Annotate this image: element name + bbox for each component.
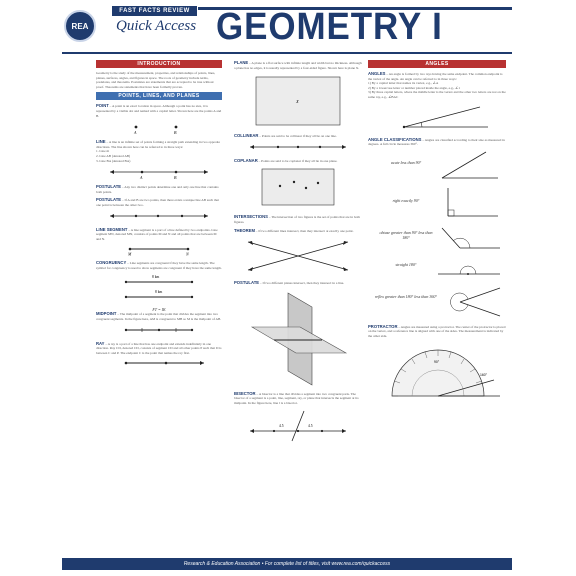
bisector-left-length: 4.5 (279, 423, 284, 428)
points-lines-planes-heading: POINTS, LINES, AND PLANES (96, 92, 222, 100)
bisector-figure (234, 409, 362, 443)
header (62, 2, 512, 54)
angles-list-item: 2) By a lowercase letter or number placed inside the angle, e.g., ∠1 (368, 85, 460, 90)
footer-bar (62, 558, 512, 570)
point-definition: POINT – A point is an exact location in space. Although a point has no size, it is represented by a visible dot and named with a capital letter. Shown here are the points A and B. (96, 103, 222, 118)
intersecting-lines-figure (234, 236, 362, 276)
acute-label: acute less than 90° (390, 159, 422, 165)
collinear-points-diagram (96, 211, 222, 223)
straight-angle-figure (368, 258, 506, 280)
segment-diagram (96, 244, 222, 256)
coplanar-definition: COPLANAR – Points are said to be coplanar if they all lie in one plane. (234, 157, 338, 163)
obtuse-angle-diagram (368, 224, 506, 254)
reflex-label: reflex greater than 180° less than 360° (374, 293, 437, 299)
line-list-item: 2. Line AB (denoted AB) (96, 153, 131, 158)
intersections-text: The intersection of two figures is the set of points that are in both figures. (234, 215, 360, 224)
acute-angle-diagram (368, 150, 506, 182)
congruency-caption: FT = IK (152, 307, 166, 313)
intersections-definition: INTERSECTIONS – The intersection of two figures is the set of points that are in both figures. (234, 214, 360, 224)
plane-postulate-definition: POSTULATE – If two different planes intersect, then they intersect in a line. (234, 280, 345, 286)
points-diagram (96, 121, 222, 135)
svg-text:A: A (134, 130, 137, 136)
svg-text:B: B (174, 175, 177, 181)
coplanar-text: Points are said to be coplanar if they all lie in one plane. (261, 158, 338, 163)
obtuse-angle-figure (368, 224, 506, 254)
postulate2-term: POSTULATE (96, 197, 122, 203)
introduction-heading: INTRODUCTION (96, 60, 222, 68)
plane-diagram (234, 73, 362, 129)
right-label: right exactly 90° (392, 197, 420, 203)
angles-term: ANGLES (368, 71, 386, 76)
line-term: LINE (96, 139, 106, 145)
intersecting-planes-diagram (234, 289, 362, 387)
line-list-item: 3. Line BA (denoted BA) (96, 158, 131, 163)
plane-postulate-term: POSTULATE (234, 280, 260, 286)
introduction-text: Geometry is the study of the measurement, properties, and relationships of points, lines, planes, surfaces, angles, and figures in space. The roots of geometry include terms, postulates, and theorems. Postulates are statements that are accepted to be true without proof. Theorems are statements that have been formally proven. (96, 71, 216, 89)
intersections-term: INTERSECTIONS (234, 214, 268, 220)
straight-angle-diagram (368, 258, 506, 280)
midpoint-term: MIDPOINT (96, 311, 117, 317)
bisector-term: BISECTOR (234, 390, 256, 396)
coplanar-term: COPLANAR (234, 157, 258, 163)
ray-term: RAY (96, 340, 105, 346)
publisher-logo: REA (64, 10, 96, 42)
line-text: A line is an infinite set of points forming a straight path extending in two opposite directions. The line shown here can be referred to in three ways: (96, 140, 220, 149)
bisector-text: A bisector is a line that divides a segment into two congruent parts. The bisector of a segment is a point, line, segment, ray, or plane that intersects the segment at its midpoint. In the figure here, line l is a bisector. (234, 391, 359, 405)
svg-text:A: A (140, 175, 143, 181)
postulate2-definition: POSTULATE – If A and B are two points, then there exists a unique line AB such that one point is between the other two. (96, 197, 219, 207)
classifications-term: ANGLE CLASSIFICATIONS (368, 136, 422, 142)
ray-definition: RAY – A ray is a part of a line that has one endpoint and extends indefinitely in one direction. Ray CD, denoted CD, consists of segment CD and all other points P such that D is between C and P. The endpoint C is the point that names the ray first. (96, 340, 222, 355)
column-2 (234, 60, 362, 447)
protractor-text: Angles are measured using a protractor. The center of the protractor is placed on the vertex, and a reference line is aligned with one of the sides. The measurement is indicated by the other side. (368, 324, 506, 338)
right-angle-diagram (368, 186, 506, 220)
point-text: A point is an exact location in space. Although a point has no size, it is represented by a visible dot and named with a capital letter. Shown here are the points A and B. (96, 104, 222, 118)
theorem-definition: THEOREM – If two different lines intersect, then they intersect at exactly one point. (234, 227, 354, 233)
svg-text:B: B (174, 130, 177, 136)
classifications-definition: ANGLE CLASSIFICATIONS – Angles are classified according to their size as measured in degrees. A full circle measures 360°. (368, 136, 505, 147)
intersecting-lines-diagram (234, 236, 362, 276)
congruency-text: Line segments are congruent if they have the same length. The symbol for congruency is used to show segments are congruent if they have the same length. (96, 261, 222, 270)
protractor-definition: PROTRACTOR – Angles are measured using a protractor. The center of the protractor is placed on the vertex, and a reference line is aligned with one of the sides. The measurement is indicated by the other side. (368, 323, 506, 338)
angles-heading: ANGLES (368, 60, 506, 68)
plane-text: A plane is a flat surface with infinite length and width but no thickness. Although a plane has no edges, it is usually represented by a four-sided figure. Shown here is plane X. (234, 61, 362, 70)
segment-term: LINE SEGMENT (96, 226, 128, 232)
congruency-figure (96, 273, 222, 313)
column-3 (368, 60, 506, 404)
line-diagram (96, 166, 222, 180)
theorem-text: If two different lines intersect, then they intersect at exactly one point. (258, 228, 354, 233)
protractor-reading: 90° (434, 359, 440, 364)
plane-definition: PLANE – A plane is a flat surface with infinite length and width but no thickness. Although a plane has no edges, it is usually represented by a four-sided figure. Shown here is plane X. (234, 60, 362, 70)
reference-sheet (62, 0, 512, 576)
straight-label: straight 180° (395, 261, 417, 267)
point-figure (96, 121, 222, 135)
header-divider (62, 52, 512, 54)
acute-angle-figure (368, 150, 506, 182)
segment-definition: LINE SEGMENT – A line segment is a part of a line defined by two endpoints. Line segment MN, denoted MN, consists of points M and N and all points that are between M and N. (96, 226, 218, 241)
collinear-figure (234, 142, 362, 154)
page-title: GEOMETRY I (216, 6, 443, 48)
line-list-item: 1. Line m (96, 149, 110, 154)
segment-text: A line segment is a part of a line defined by two endpoints. Line segment MN, denoted MN, consists of points M and N and all points that are between M and N. (96, 227, 218, 241)
svg-text:N: N (186, 251, 189, 257)
plane-label: X (296, 99, 299, 105)
plane-postulate-text: If two different planes intersect, then they intersect in a line. (262, 281, 345, 286)
segment-length-label: 8 km (155, 290, 163, 295)
reflex-angle-figure (368, 284, 506, 320)
angle-figure (368, 103, 506, 133)
midpoint-text: The midpoint of a segment is the point that divides the segment into two congruent segments. In the figure here, AM is congruent to MB so M is the midpoint of AB. (96, 312, 222, 322)
protractor-term: PROTRACTOR (368, 323, 398, 329)
classifications-text: Angles are classified according to their size as measured in degrees. A full circle measures 360°. (368, 137, 505, 147)
review-label: FAST FACTS REVIEW (112, 6, 197, 16)
postulate2-text: If A and B are two points, then there exists a unique line AB such that one point is between the other two. (96, 198, 219, 207)
midpoint-diagram (96, 325, 222, 337)
segment-figure (96, 244, 222, 256)
footer-text: Research & Education Association • For complete list of titles, visit www.rea.com/quickaccess (183, 561, 391, 567)
theorem-term: THEOREM (234, 227, 255, 233)
postulate-definition: POSTULATE – Any two distinct points determine one and only one line that contains both points. (96, 184, 219, 194)
segment-length-label: 8 km (152, 275, 160, 280)
bisector-diagram (234, 409, 362, 443)
right-angle-figure (368, 186, 506, 220)
column-1 (96, 60, 222, 374)
congruency-term: CONGRUENCY (96, 260, 127, 266)
bisector-definition: BISECTOR – A bisector is a line that divides a segment into two congruent parts. The bisector of a segment is a point, line, segment, ray, or plane that intersects the segment at its midpoint. In the figure here, line l is a bisector. (234, 390, 359, 405)
midpoint-figure (96, 325, 222, 337)
reflex-angle-diagram (368, 284, 506, 320)
protractor-diagram (368, 342, 506, 400)
angles-text: An angle is formed by two rays having the same endpoint. The common endpoint is the vertex of the angle. An angle can be referred to in three ways: (368, 72, 503, 81)
angles-list-item: 3) By three capital letters, where the middle letter is the vertex and the other two letters are not on the same ray, e.g., ∠BAC (368, 90, 506, 99)
collinear-definition: COLLINEAR – Points are said to be collinear if they all lie on one line. (234, 133, 337, 139)
congruency-definition: CONGRUENCY – Line segments are congruent if they have the same length. The symbol for congruency is used to show segments are congruent if they have the same length. (96, 260, 222, 270)
point-term: POINT (96, 103, 109, 109)
collinear-term: COLLINEAR (234, 133, 259, 139)
protractor-figure (368, 342, 506, 400)
postulate-text: Any two distinct points determine one and only one line that contains both points. (96, 185, 219, 194)
ray-diagram (96, 358, 222, 370)
brand-name: Quick Access (116, 18, 197, 34)
congruent-segments-diagram (96, 273, 222, 307)
plane-term: PLANE (234, 60, 249, 65)
angles-list-item: 1) By a capital letter that names its vertex, e.g., ∠A (368, 81, 439, 86)
line-figure (96, 166, 222, 180)
bisector-right-length: 4.5 (308, 423, 313, 428)
coplanar-figure (234, 166, 362, 210)
line-definition: LINE – A line is an infinite set of points forming a straight path extending in two opposite directions. The line shown here can be referred to in three ways: 1. Line m 2. Line AB (denoted AB) 3. Line BA (denoted BA) (96, 139, 222, 163)
postulate-figure (96, 211, 222, 223)
coplanar-diagram (234, 166, 362, 210)
collinear-diagram (234, 142, 362, 154)
ray-text: A ray is a part of a line that has one endpoint and extends indefinitely in one direction. Ray CD, denoted CD, consists of segment CD and all other points P such that D is between C and P. The endpoint C is the point that names the ray first. (96, 341, 222, 355)
collinear-text: Points are said to be collinear if they all lie on one line. (261, 134, 337, 139)
angles-definition: ANGLES – An angle is formed by two rays having the same endpoint. The common endpoint is the vertex of the angle. An angle can be referred to in three ways: 1) By a capital letter that names its vertex, e.g., ∠A 2) By a lowercase letter or number placed inside the angle, e.g., ∠1 3) By three capital letters, where the middle letter is the vertex and the other two letters are not on the same ray, e.g., ∠BAC (368, 71, 506, 99)
angle-diagram (368, 103, 506, 133)
postulate-term: POSTULATE (96, 184, 122, 190)
ray-figure (96, 358, 222, 370)
intersecting-planes-figure (234, 289, 362, 387)
obtuse-label: obtuse greater than 90° less than 180° (379, 229, 433, 240)
svg-text:M: M (128, 251, 132, 257)
plane-figure (234, 73, 362, 129)
midpoint-definition: MIDPOINT – The midpoint of a segment is the point that divides the segment into two congruent segments. In the figure here, AM is congruent to MB so M is the midpoint of AB. (96, 311, 222, 322)
protractor-side-reading: 160° (480, 372, 488, 377)
